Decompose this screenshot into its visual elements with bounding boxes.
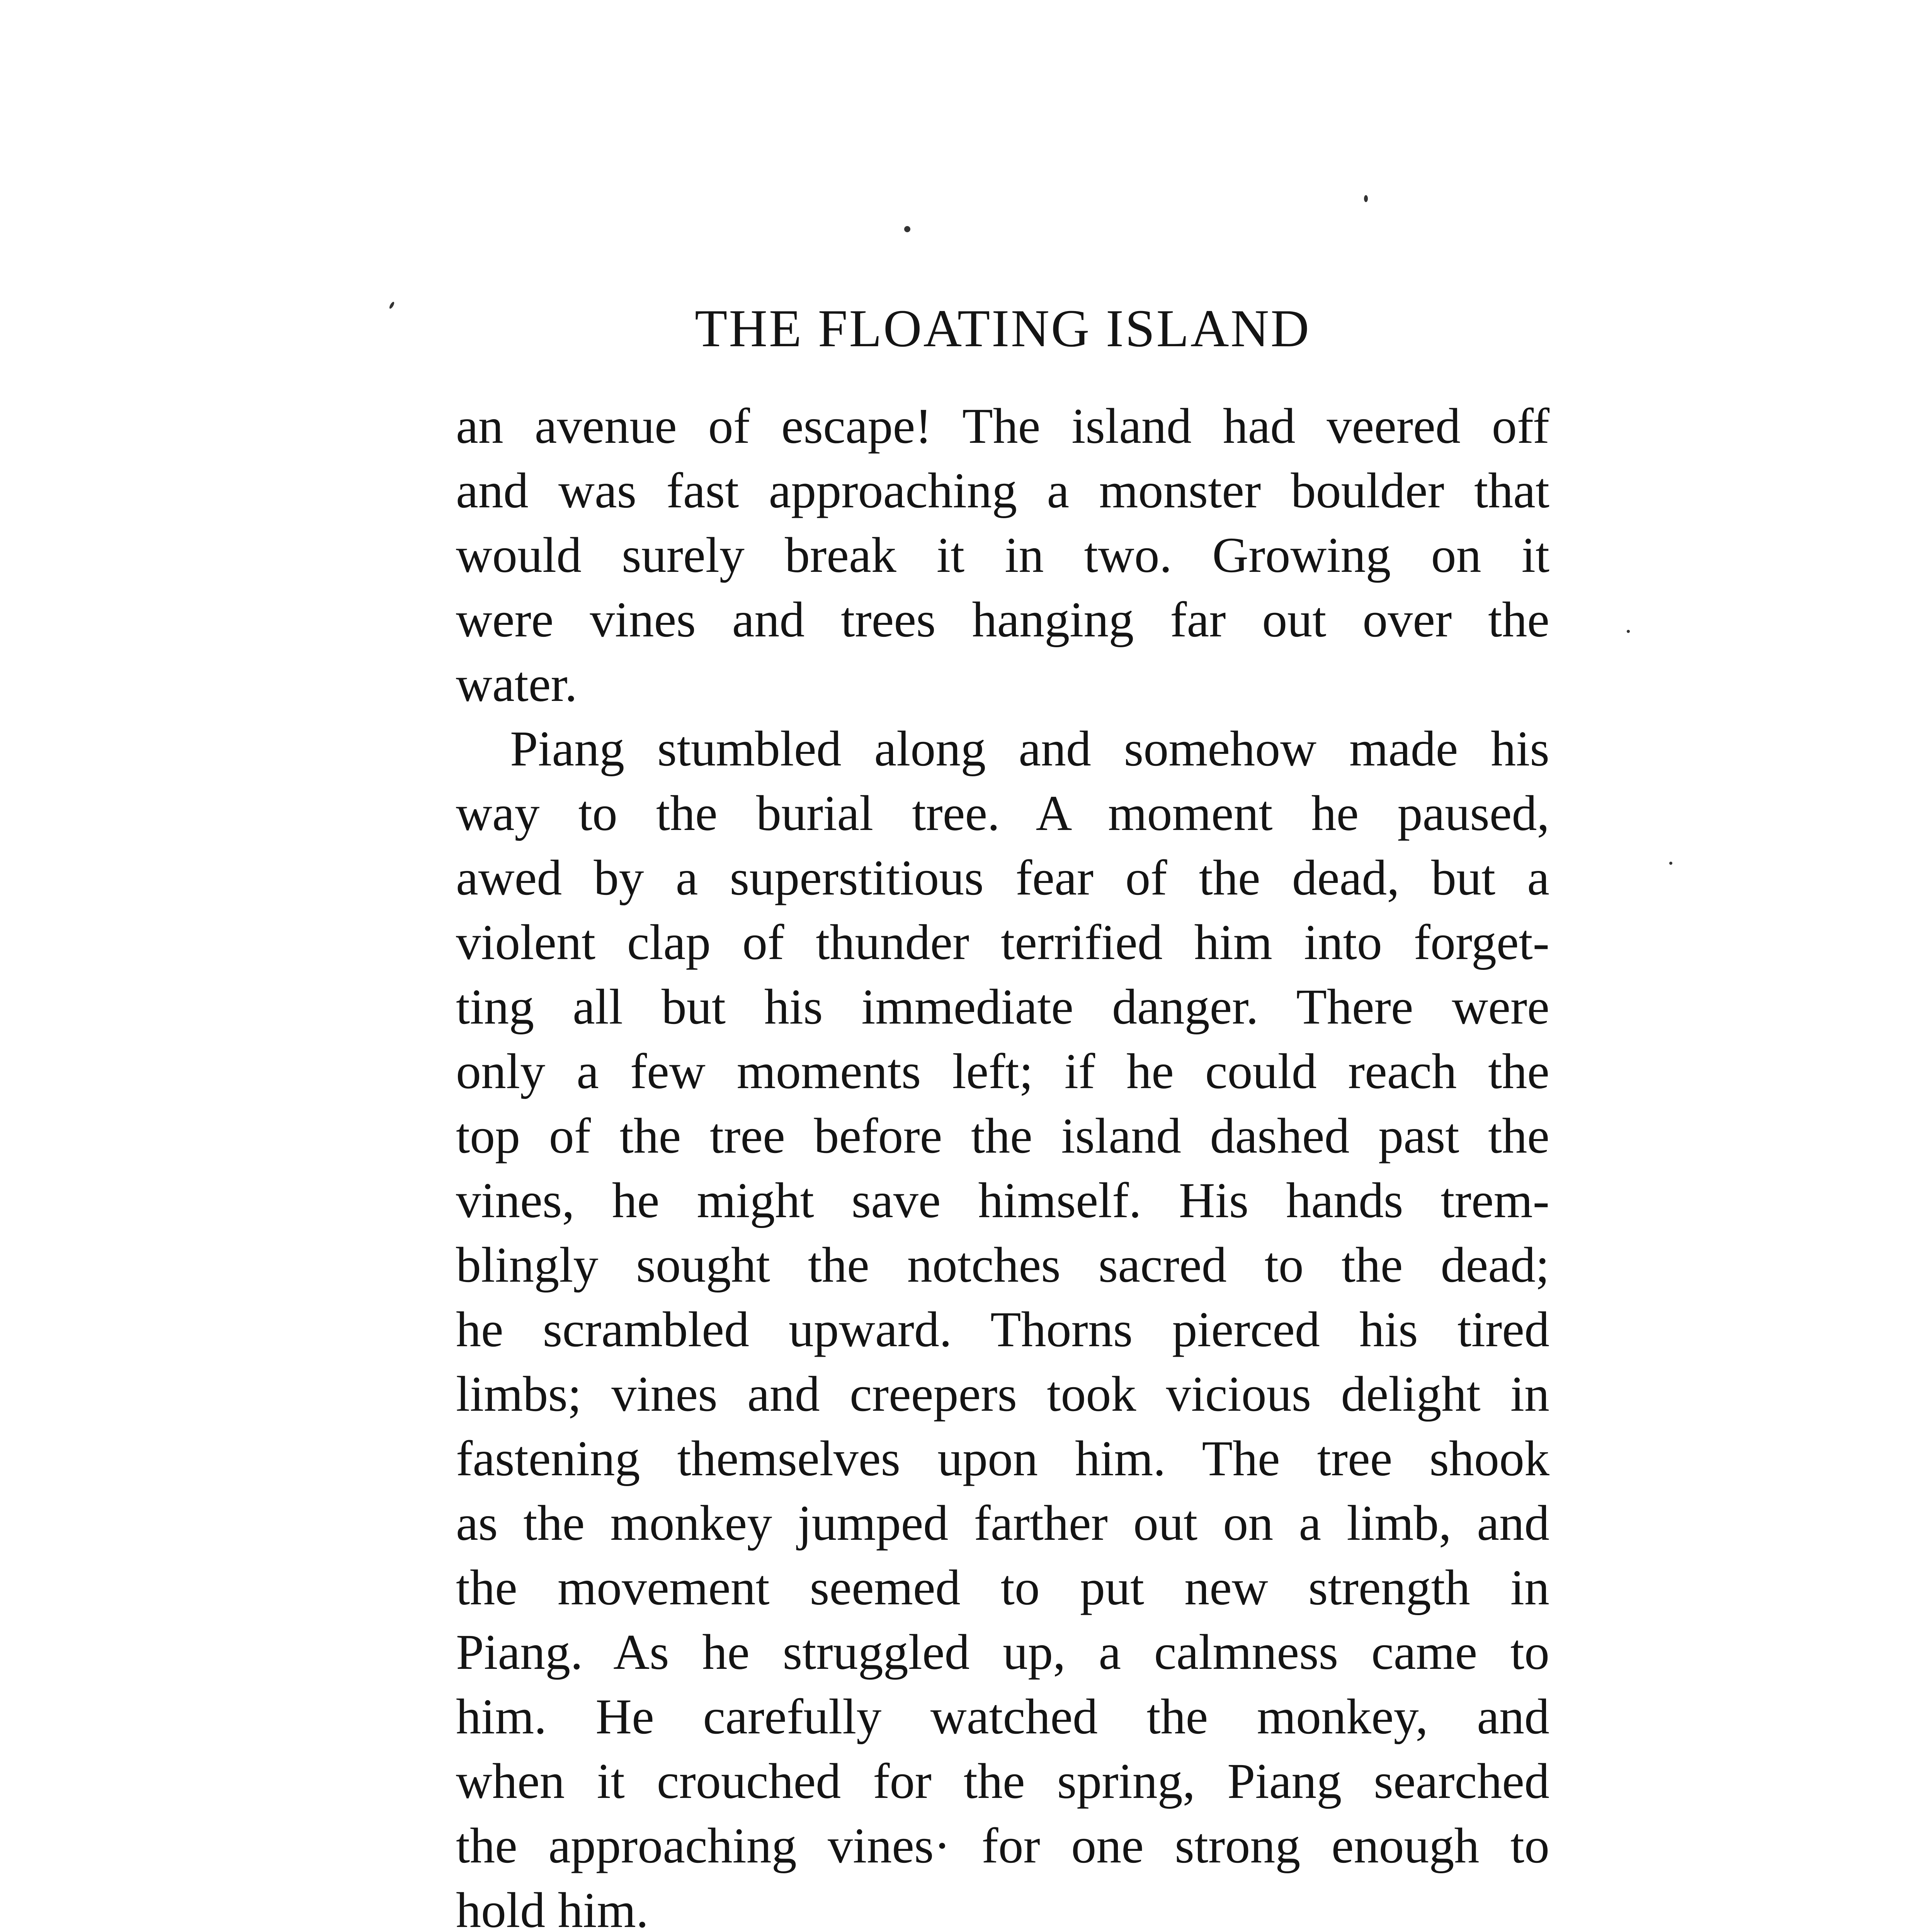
scan-speck [904, 226, 910, 232]
text-line: top of the tree before the island dashed past the [456, 1108, 1549, 1164]
text-line: would surely break it in two. Growing on it [456, 527, 1549, 583]
text-line: an avenue of escape! The island had veered off [456, 398, 1549, 454]
text-line: when it crouched for the spring, Piang searched [456, 1753, 1549, 1809]
scan-speck [389, 301, 395, 309]
text-line: and was fast approaching a monster boulder that [456, 463, 1549, 519]
body-text [456, 394, 1549, 1932]
scan-speck [1364, 195, 1368, 202]
text-line: fastening themselves upon him. The tree shook [456, 1431, 1549, 1486]
text-line: awed by a superstitious fear of the dead, but a [456, 850, 1549, 906]
text-line: violent clap of thunder terrified him into forget- [456, 915, 1549, 970]
text-line: were vines and trees hanging far out over the [456, 592, 1549, 648]
text-line: ting all but his immediate danger. There were [456, 979, 1549, 1035]
text-line: Piang stumbled along and somehow made his [510, 721, 1549, 777]
text-line: only a few moments left; if he could reach the [456, 1044, 1549, 1099]
scan-speck [1627, 630, 1630, 633]
text-line: vines, he might save himself. His hands trem- [456, 1173, 1549, 1228]
text-line: the movement seemed to put new strength in [456, 1560, 1549, 1616]
scan-speck [1669, 862, 1672, 865]
text-line: blingly sought the notches sacred to the dead; [456, 1237, 1549, 1293]
text-line: way to the burial tree. A moment he paused, [456, 786, 1549, 841]
text-line: limbs; vines and creepers took vicious delight in [456, 1366, 1549, 1422]
text-line: hold him. [456, 1883, 649, 1932]
running-head: THE FLOATING ISLAND [695, 299, 1311, 358]
text-line: the approaching vines· for one strong enough to [456, 1818, 1549, 1874]
text-line: him. He carefully watched the monkey, and [456, 1689, 1549, 1745]
text-line: water. [456, 656, 578, 712]
text-line: Piang. As he struggled up, a calmness came to [456, 1624, 1549, 1680]
text-line: he scrambled upward. Thorns pierced his tired [456, 1302, 1549, 1357]
text-line: as the monkey jumped farther out on a limb, and [456, 1495, 1549, 1551]
